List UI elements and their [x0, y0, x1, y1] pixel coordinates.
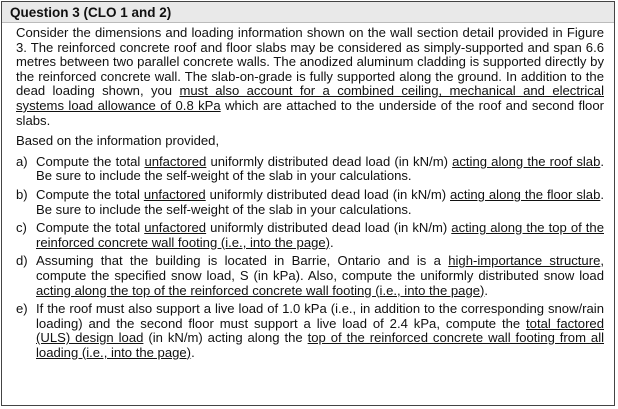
part-text: [36, 254, 604, 298]
part-text: [36, 221, 604, 250]
part-underlined: top of the reinforced concrete wall footing from all loading (i.e., into the page): [36, 330, 605, 360]
part-text-segment: . Be sure to include the self-weight of the slab in your calculations.: [36, 153, 604, 184]
part-underlined: acting along the top of the reinforced concrete wall footing (i.e., into the page): [36, 282, 485, 298]
question-box: [1, 1, 615, 406]
part-text-segment: , compute the specified snow load, S (in kPa). Also, compute the uniformly distributed snow load: [36, 253, 604, 283]
part-text-segment: (in kN/m) acting along the: [143, 330, 308, 346]
part-text-segment: .: [484, 282, 489, 298]
intro-underlined: must also account for a combined ceiling, mechanical and electrical systems load allowance of 0.8 kPa: [16, 83, 604, 113]
part-underlined: acting along the roof slab: [452, 153, 601, 169]
part-label: d): [16, 253, 28, 269]
part-text-segment: uniformly distributed dead load (in kN/m): [206, 220, 452, 236]
part-text-segment: . Be sure to include the self-weight of the slab in your calculations.: [36, 186, 604, 217]
part-underlined: acting along the floor slab: [450, 186, 601, 202]
part-text-segment: .: [330, 234, 334, 250]
part-text-segment: Compute the total: [36, 186, 144, 202]
part-text-segment: uniformly distributed dead load (in kN/m): [205, 186, 451, 202]
part-label: e): [16, 301, 28, 317]
parts-list: [16, 155, 604, 361]
part-e: [16, 302, 604, 360]
part-c: [16, 221, 604, 250]
part-underlined: unfactored: [144, 153, 207, 169]
part-underlined: acting along the top of the reinforced concrete wall footing (i.e., into the page): [36, 220, 604, 250]
part-text-segment: Assuming that the building is located in Barrie, Ontario and is a: [36, 253, 449, 269]
intro-text-2: which are attached to the underside of the roof and second floor slabs.: [16, 97, 604, 128]
lead-sentence: Based on the information provided,: [16, 133, 220, 149]
part-label: a): [16, 153, 28, 169]
part-underlined: unfactored: [144, 220, 207, 236]
intro-text-1: Consider the dimensions and loading information shown on the wall section detail provided in Figure 3. The reinforced concrete roof and floor slabs may be considered as simply-supported and span 6.6 metres between two parallel concrete walls. The anodized aluminum cladding is supported directly by the reinforced concrete wall. The slab-on-grade is fully supported along the ground. In addition to the dead loading shown, you: [16, 25, 604, 99]
part-text-segment: Compute the total: [36, 220, 145, 236]
part-b: [16, 188, 604, 217]
part-d: [16, 254, 604, 298]
question-body: [2, 23, 614, 360]
part-underlined: high-importance structure: [448, 253, 601, 269]
part-label: b): [16, 186, 28, 202]
part-text: [36, 155, 604, 184]
part-text-segment: .: [191, 344, 195, 360]
part-text-segment: Compute the total: [36, 153, 145, 169]
part-underlined: total factored (ULS) design load: [36, 315, 604, 346]
intro-paragraph: [16, 26, 604, 128]
part-text-segment: If the roof must also support a live load of 1.0 kPa (i.e., in addition to the corresponding snow/rain loading) and the second floor must support a live load of 2.4 kPa, compute the: [36, 301, 604, 331]
question-title: Question 3 (CLO 1 and 2): [2, 2, 614, 23]
part-text: [36, 302, 604, 360]
part-text-segment: uniformly distributed dead load (in kN/m): [206, 153, 453, 169]
part-a: [16, 155, 604, 184]
part-text: [36, 188, 604, 217]
part-underlined: unfactored: [143, 186, 206, 202]
part-label: c): [16, 220, 27, 236]
